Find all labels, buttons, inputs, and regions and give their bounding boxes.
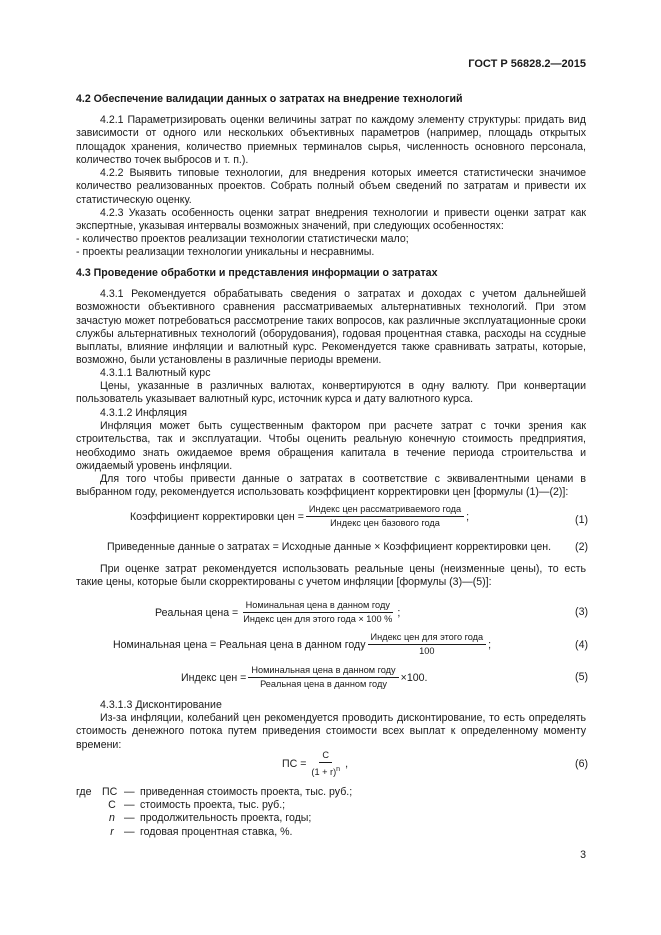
formula-6-denominator-exponent: n	[336, 766, 341, 773]
paragraph-4-3-1-1: Цены, указанные в различных валютах, конвертируются в одну валюту. При конвертации пользователь указывает валютный курс, источник курса и дату валютного курса.	[76, 380, 586, 406]
formula-5-denominator: Реальная цена в данном году	[260, 679, 387, 689]
formula-4-tail: ;	[488, 638, 492, 651]
where-desc-n: продолжительность проекта, годы;	[140, 812, 312, 824]
paragraph-4-2-2: 4.2.2 Выявить типовые технологии, для внедрения которых имеется статистически значимое количество реализованных проектов. Собрать полный объем сведений по затратам и привести их статистическую оценку.	[76, 167, 586, 206]
formula-6	[282, 750, 348, 778]
paragraph-4-2-3: 4.2.3 Указать особенность оценки затрат внедрения технологии и привести оценки затрат как экспертные, указывая интервалы возможных значений, при следующих особенностях:	[76, 207, 586, 233]
formula-4	[113, 632, 491, 657]
equation-number-1: (1)	[575, 514, 588, 526]
where-desc-c: стоимость проекта, тыс. руб.;	[140, 799, 286, 811]
formula-5-tail: ×100.	[400, 671, 428, 684]
equation-number-5: (5)	[575, 671, 588, 683]
formula-6-tail: ,	[345, 758, 349, 771]
formula-5-fraction	[248, 665, 398, 690]
where-desc-r: годовая процентная ставка, %.	[140, 826, 293, 838]
formula-4-numerator: Индекс цен для этого года	[368, 632, 487, 645]
equation-number-6: (6)	[575, 758, 588, 770]
formula-4-fraction	[368, 632, 487, 657]
formula-3-numerator: Номинальная цена в данном году	[243, 600, 393, 613]
equation-number-3: (3)	[575, 606, 588, 618]
where-symbol-ps: ПС	[102, 786, 118, 798]
where-dash: —	[124, 799, 135, 811]
where-dash: —	[124, 812, 135, 824]
formula-6-denominator	[308, 763, 343, 778]
subheading-4-3-1-3: 4.3.1.3 Дисконтирование	[100, 699, 222, 711]
where-symbol-c: С	[108, 799, 116, 811]
paragraph-4-3-1: 4.3.1 Рекомендуется обрабатывать сведения о затратах и доходах с учетом дальнейшей возможности объективного сравнения рассматриваемых альтернативных технологий. При этом зачастую может потребоваться рассмотрение таких вопросов, как различные эксплуатационные сроки службы альтернативных технологий (оборудования), годовая процентная ставка, расходы на ссудные выплаты, влияние инфляции и валютный курс. Рекомендуется также сравнивать затраты, которые, возможно, были установлены в различные периоды времени.	[76, 288, 586, 367]
formula-3-fraction	[240, 600, 395, 625]
formula-4-denominator: 100	[419, 646, 435, 656]
formula-1-tail: ;	[466, 510, 470, 523]
formula-6-lhs: ПС =	[282, 758, 307, 771]
paragraph-4-3-1-2-a: Инфляция может быть существенным фактором при расчете затрат с точки зрения как строительства, так и эксплуатации. Чтобы оценить реальную конечную стоимость предприятия, необходимо знать ожидаемое время обращения капитала в течение периода строительства и ожидаемый уровень инфляции.	[76, 420, 586, 472]
paragraph-4-2-1: 4.2.1 Параметризировать оценки величины затрат по каждому элементу структуры: придать вид зависимости от одного или нескольких объективных параметров (например, площадь открытых площадок хранения, количество приемных терминалов сырья, численность основного персонала, количество точек выбросов и т. п.).	[76, 114, 586, 166]
list-item: - количество проектов реализации технологии статистически мало;	[76, 233, 409, 245]
formula-4-lhs: Номинальная цена = Реальная цена в данном году	[113, 638, 366, 651]
section-4-2-heading: 4.2 Обеспечение валидации данных о затратах на внедрение технологий	[76, 93, 463, 105]
formula-3-lhs: Реальная цена =	[155, 606, 239, 619]
formula-5-numerator: Номинальная цена в данном году	[248, 665, 398, 678]
subheading-4-3-1-2: 4.3.1.2 Инфляция	[100, 407, 187, 419]
formula-3-denominator: Индекс цен для этого года × 100 %	[243, 614, 393, 624]
paragraph-4-3-1-3: Из-за инфляции, колебаний цен рекомендуется проводить дисконтирование, то есть определять стоимость денежного потока путем приведения стоимости всех выплат к определенному моменту времени:	[76, 712, 586, 751]
equation-number-2: (2)	[575, 541, 588, 553]
paragraph-4-3-1-2-b: Для того чтобы привести данные о затратах в соответствие с эквивалентными ценами в выбранном году, рекомендуется использовать коэффициент корректировки цен [формулы (1)—(2)]:	[76, 473, 586, 499]
section-4-3-heading: 4.3 Проведение обработки и представления информации о затратах	[76, 267, 438, 279]
formula-5-lhs: Индекс цен =	[181, 671, 247, 684]
document-code: ГОСТ Р 56828.2—2015	[468, 58, 586, 70]
where-desc-ps: приведенная стоимость проекта, тыс. руб.;	[140, 786, 353, 798]
formula-2-text: Приведенные данные о затратах = Исходные данные × Коэффициент корректировки цен.	[107, 541, 552, 553]
formula-6-fraction	[308, 750, 343, 778]
formula-1-denominator: Индекс цен базового года	[330, 518, 440, 528]
formula-5	[181, 665, 427, 690]
page-number: 3	[580, 849, 586, 861]
formula-3	[155, 600, 400, 625]
subheading-4-3-1-1: 4.3.1.1 Валютный курс	[100, 367, 211, 379]
formula-1-fraction	[306, 504, 464, 529]
where-dash: —	[124, 826, 135, 838]
formula-3-tail: ;	[397, 606, 401, 619]
formula-6-numerator: С	[319, 750, 332, 763]
paragraph-4-3-1-2-c: При оценке затрат рекомендуется использовать реальные цены (неизменные цены), то есть такие цены, которые были скорректированы с учетом инфляции [формулы (3)—(5)]:	[76, 563, 586, 589]
formula-1	[130, 504, 469, 529]
where-symbol-n: n	[109, 812, 115, 824]
list-item: - проекты реализации технологии уникальны и несравнимы.	[76, 246, 375, 258]
formula-2	[107, 541, 551, 553]
where-symbol-r: r	[110, 826, 114, 838]
where-dash: —	[124, 786, 135, 798]
formula-6-denominator-base: (1 + r)	[311, 767, 337, 778]
where-intro: где	[76, 786, 92, 798]
formula-1-lhs: Коэффициент корректировки цен =	[130, 510, 304, 523]
formula-1-numerator: Индекс цен рассматриваемого года	[306, 504, 464, 517]
equation-number-4: (4)	[575, 639, 588, 651]
